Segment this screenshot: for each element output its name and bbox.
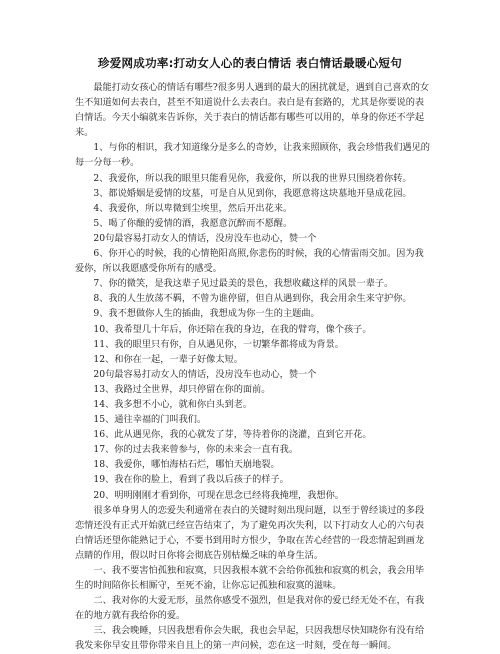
phrase-item: 5、喝了你酿的爱情的酒，我愿意沉醉而不愿醒。 [93, 217, 293, 229]
phrase-item: 14、我多想不小心，就和你白头到老。 [93, 398, 253, 410]
phrase-item: 12、和你在一起，一辈子好像太短。 [93, 353, 243, 365]
tip-two-paragraph: 二、我对你的大爱无形，虽然你感受不强烈，但是我对你的爱已经无处不在，有我在的地方就有我给你的爱。 [75, 595, 425, 622]
phrase-item: 19、我在你的脸上，看到了我以后孩子的样子。 [93, 474, 289, 486]
phrase-item: 17、你的过去我来曾参与，你的未来会一直有我。 [93, 444, 299, 456]
phrase-item: 13、我路过全世界，却只停留在你的面前。 [93, 383, 271, 395]
phrase-item: 4、我爱你，所以卑微到尘埃里，然后开出花来。 [93, 202, 293, 214]
phrase-item: 11、我的眼里只有你，自从遇见你，一切繁华都将成为背景。 [93, 338, 344, 350]
phrase-item: 20句最容易打动女人的情话，没房没车也动心，赞一个 [93, 368, 317, 380]
phrase-item: 1、与你的相识，我才知道缘分是多么的奇妙，让我来照顾你，我会珍惜我们遇见的每一分每一秒。 [75, 142, 430, 169]
advice-paragraph: 很多单身男人的恋爱失利通常在表白的关键时刻出现问题，以至于曾经谈过的多段恋情还没有正式开始就已经宣告结束了，为了避免再次失利，以下打动女人心的六句表白情话还望你能熟记于心，不要书到用时方恨少，争取在苦心经营的一段恋情起到画龙点睛的作用，假以时日你将会彻底告别枯燥乏味的单身生活。 [75, 504, 425, 561]
phrase-item: 20、明明刚刚才看到你，可现在思念已经将我掩埋，我想你。 [93, 489, 344, 501]
article-body [75, 80, 430, 654]
phrase-item: 6、你开心的时候，我的心情艳阳高照,你悲伤的时候，我的心情雷雨交加。因为我爱你，所以我愿感受你所有的感受。 [75, 248, 424, 275]
phrase-item: 2、我爱你，所以我的眼里只能看见你，我爱你，所以我的世界只围绕着你转。 [93, 172, 412, 184]
phrase-item: 10、我希望几十年后，你还陪在我的身边，在我的臂弯，像个孩子。 [93, 323, 372, 335]
article-title: 珍爱网成功率:打动女人心的表白情话 表白情话最暖心短句 [97, 56, 403, 70]
phrase-item: 16、此从遇见你，我的心就发了芽，等待着你的浇灌，直到它开花。 [93, 429, 372, 441]
phrase-item: 9、我不想做你人生的插曲，我想成为你一生的主题曲。 [93, 308, 320, 320]
phrase-item: 18、我爱你，哪怕海枯石烂，哪怕天崩地裂。 [93, 459, 280, 471]
phrase-item: 3、都说婚姻是爱情的坟墓，可是自从见到你，我愿意将这块墓地开垦成花园。 [93, 187, 412, 199]
phrase-item: 8、我的人生放荡不羁，不曾为谁停留，但自从遇到你，我会用余生来守护你。 [93, 293, 412, 305]
love-phrases-list [75, 140, 430, 502]
phrase-item: 20句最容易打动女人的情话，没房没车也动心，赞一个 [93, 232, 317, 244]
tip-one-paragraph: 一、我不要害怕孤独和寂寞，只因我根本就不会给你孤独和寂寞的机会，我会用毕生的时间陪你长相厮守，至死不渝，让你忘记孤独和寂寞的滋味。 [75, 565, 425, 592]
phrase-item: 7、你的微笑，是我这辈子见过最美的景色，我想收藏这样的风景一辈子。 [93, 278, 394, 290]
intro-paragraph: 最能打动女孩心的情话有哪些?很多男人遇到的最大的困扰就是，遇到自己喜欢的女生不知道如何去表白，甚至不知道说什么去表白。表白是有套路的，尤其是你要说的表白情话。今天小编就来告诉你，关于表白的情话都有哪些可以用的，单身的你还不学起来。 [75, 82, 430, 139]
phrase-item: 15、通往幸福的门叫我们。 [93, 414, 207, 426]
tip-three-paragraph: 三、我会晚睡，只因我想看你会失眠，我也会早起，只因我想尽快知晓你有没有给我发来你早安且带你带来自且上的第一声问候，恋在这一时刻，受在每一瞬间。 [75, 625, 425, 652]
